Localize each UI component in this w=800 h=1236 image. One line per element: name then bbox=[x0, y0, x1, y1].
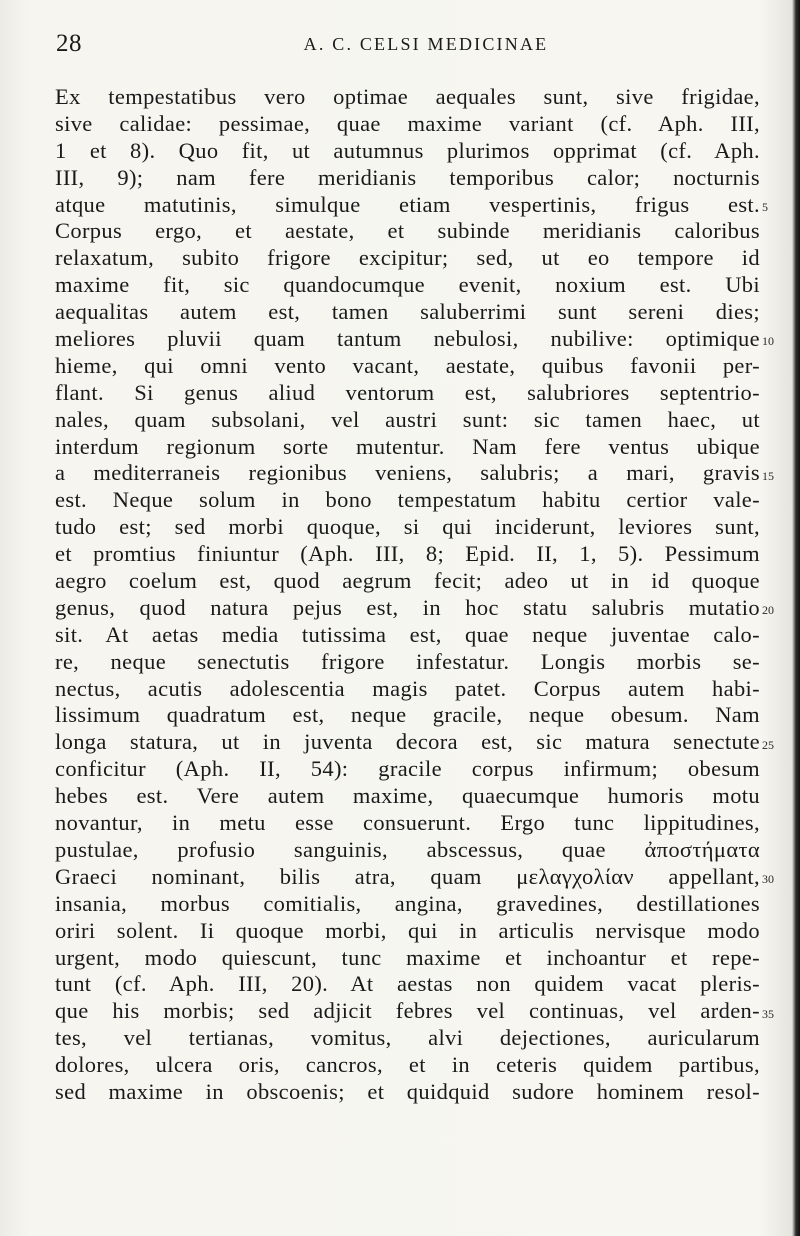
line-number-marker: 10 bbox=[762, 334, 774, 349]
text-line: 1 et 8). Quo fit, ut autumnus plurimos opprimat (cf. Aph. bbox=[55, 137, 760, 163]
text-line: genus, quod natura pejus est, in hoc statu salubris mutatio bbox=[55, 594, 760, 620]
text-line: Corpus ergo, et aestate, et subinde meridianis caloribus bbox=[55, 218, 760, 244]
text-line: hieme, qui omni vento vacant, aestate, quibus favonii per- bbox=[55, 352, 760, 378]
line-number-marker: 35 bbox=[762, 1006, 774, 1021]
text-line: novantur, in metu esse consuerunt. Ergo tunc lippitudines, bbox=[55, 810, 760, 836]
text-line: Graeci nominant, bilis atra, quam μελαγχολίαν appellant, bbox=[55, 863, 760, 889]
text-line: tudo est; sed morbi quoque, si qui inciderunt, leviores sunt, bbox=[55, 514, 760, 540]
text-line: tes, vel tertianas, vomitus, alvi dejectiones, auricularum bbox=[55, 1025, 760, 1051]
text-line: conficitur (Aph. II, 54): gracile corpus infirmum; obesum bbox=[55, 756, 760, 782]
running-head: A. C. CELSI MEDICINAE bbox=[303, 34, 549, 54]
text-line: Ex tempestatibus vero optimae aequales sunt, sive frigidae, bbox=[55, 84, 760, 109]
text-line: et promtius finiuntur (Aph. III, 8; Epid. II, 1, 5). Pessimum bbox=[55, 541, 760, 567]
text-line: nectus, acutis adolescentia magis patet. Corpus autem habi- bbox=[55, 675, 760, 701]
text-line: oriri solent. Ii quoque morbi, qui in articulis nervisque modo bbox=[55, 917, 760, 943]
text-line: sed maxime in obscoenis; et quidquid sudore hominem resol- bbox=[55, 1078, 760, 1104]
text-line: meliores pluvii quam tantum nebulosi, nubilive: optimique bbox=[55, 326, 760, 352]
text-line: flant. Si genus aliud ventorum est, salubriores septentrio- bbox=[55, 379, 760, 405]
text-line: lissimum quadratum est, neque gracile, neque obesum. Nam bbox=[55, 702, 760, 728]
line-number-marker: 15 bbox=[762, 468, 774, 483]
text-line: tunt (cf. Aph. III, 20). At aestas non quidem vacat pleris- bbox=[55, 971, 760, 997]
text-line: dolores, ulcera oris, cancros, et in ceteris quidem partibus, bbox=[55, 1052, 760, 1078]
text-line: sit. At aetas media tutissima est, quae neque juventae calo- bbox=[55, 621, 760, 647]
text-line: III, 9); nam fere meridianis temporibus calor; nocturnis bbox=[55, 164, 760, 190]
text-line: est. Neque solum in bono tempestatum habitu certior vale- bbox=[55, 487, 760, 513]
body-text bbox=[55, 84, 760, 1106]
text-line: interdum regionum sorte mutentur. Nam fere ventus ubique bbox=[55, 433, 760, 459]
text-line: sive calidae: pessimae, quae maxime variant (cf. Aph. III, bbox=[55, 110, 760, 136]
text-line: hebes est. Vere autem maxime, quaecumque humoris motu bbox=[55, 783, 760, 809]
text-line: re, neque senectutis frigore infestatur. Longis morbis se- bbox=[55, 648, 760, 674]
text-line: relaxatum, subito frigore excipitur; sed, ut eo tempore id bbox=[55, 245, 760, 271]
page-header bbox=[56, 30, 756, 62]
text-line: aegro coelum est, quod aegrum fecit; adeo ut in id quoque bbox=[55, 568, 760, 594]
line-number-marker: 25 bbox=[762, 737, 774, 752]
page-number: 28 bbox=[56, 30, 82, 57]
text-line: insania, morbus comitialis, angina, gravedines, destillationes bbox=[55, 890, 760, 916]
text-line: aequalitas autem est, tamen saluberrimi sunt sereni dies; bbox=[55, 299, 760, 325]
text-line: longa statura, ut in juventa decora est, sic matura senectute bbox=[55, 729, 760, 755]
line-number-marker: 5 bbox=[762, 199, 768, 214]
text-line: pustulae, profusio sanguinis, abscessus, quae ἀποστήματα bbox=[55, 836, 760, 862]
text-line: urgent, modo quiescunt, tunc maxime et inchoantur et repe- bbox=[55, 944, 760, 970]
text-line: a mediterraneis regionibus veniens, salubris; a mari, gravis bbox=[55, 460, 760, 486]
text-line: que his morbis; sed adjicit febres vel continuas, vel arden- bbox=[55, 998, 760, 1024]
text-line: maxime fit, sic quandocumque evenit, noxium est. Ubi bbox=[55, 272, 760, 298]
text-line: atque matutinis, simulque etiam vespertinis, frigus est. bbox=[55, 191, 760, 217]
text-line: nales, quam subsolani, vel austri sunt: sic tamen haec, ut bbox=[55, 406, 760, 432]
line-number-marker: 30 bbox=[762, 872, 774, 887]
line-number-marker: 20 bbox=[762, 603, 774, 618]
